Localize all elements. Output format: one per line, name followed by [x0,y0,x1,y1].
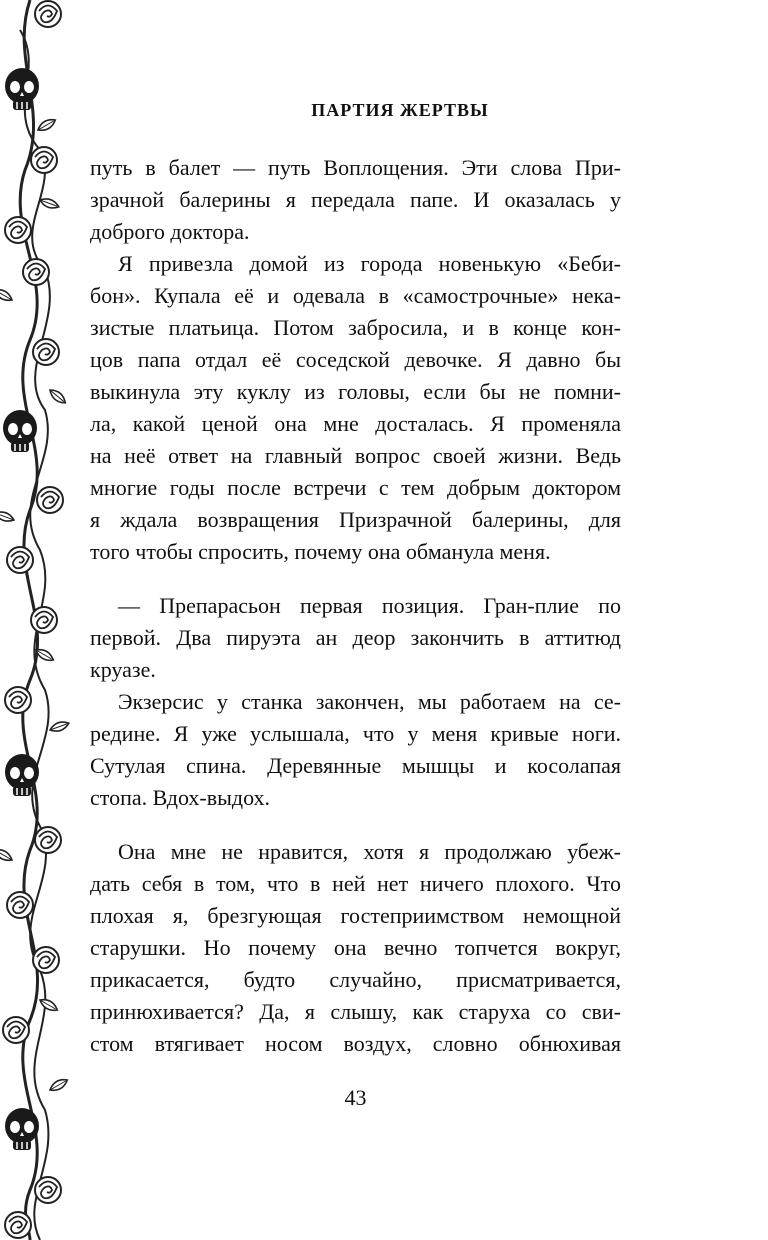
paragraph [90,152,621,248]
paragraph [90,590,621,686]
text-line: Сутулая спина. Деревянные мышцы и косолапая [90,753,621,778]
text-line: прикасается, будто случайно, присматривается, [90,967,621,992]
text-line: путь в балет — путь Воплощения. Эти слова При- [90,155,621,180]
text-line: доброго доктора. [90,219,250,244]
text-line: дать себя в том, что в ней нет ничего плохого. Что [90,871,621,896]
text-line: круазе. [90,657,156,682]
text-line: стом втягивает носом воздух, словно обнюхивая [90,1031,621,1056]
text-line: стопа. Вдох-выдох. [90,785,271,810]
text-line: бон». Купала её и одевала в «самострочные» нека- [90,283,621,308]
text-line: плохая я, брезгующая гостеприимством немощной [90,903,621,928]
text-line: ла, какой ценой она мне досталась. Я променяла [90,411,621,436]
text-line: многие годы после встречи с тем добрым доктором [90,475,621,500]
text-line: цов папа отдал её соседской девочке. Я давно бы [90,347,621,372]
text-line: редине. Я уже услышала, что у меня кривые ноги. [90,721,621,746]
text-line: того чтобы спросить, почему она обманула меня. [90,539,551,564]
page-number: 43 [344,1085,367,1110]
text-line: Она мне не нравится, хотя я продолжаю убеж- [118,839,621,864]
text-line: я ждала возвращения Призрачной балерины, для [90,507,621,532]
text-line: на неё ответ на главный вопрос своей жизни. Ведь [90,443,621,468]
text-line: принюхивается? Да, я слышу, как старуха со сви- [90,999,621,1024]
floral-border [0,0,80,1240]
text-line: старушки. Но почему она вечно топчется вокруг, [90,935,621,960]
body-text [90,152,621,1060]
paragraph [90,686,621,814]
paragraph [90,248,621,568]
text-line: — Препарасьон первая позиция. Гран-плие по [118,593,621,618]
text-line: зистые платьица. Потом забросила, и в конце кон- [90,315,621,340]
text-line: Я привезла домой из города новенькую «Беби- [118,251,621,276]
text-line: первой. Два пируэта ан деор закончить в аттитюд [90,625,621,650]
running-head: ПАРТИЯ ЖЕРТВЫ [311,100,489,120]
text-line: Экзерсис у станка закончен, мы работаем на се- [118,689,621,714]
text-line: зрачной балерины я передала папе. И оказалась у [90,187,621,212]
section-gap [90,568,621,590]
text-line: выкинула эту куклу из головы, если бы не помни- [90,379,621,404]
section-gap [90,814,621,836]
paragraph [90,836,621,1060]
